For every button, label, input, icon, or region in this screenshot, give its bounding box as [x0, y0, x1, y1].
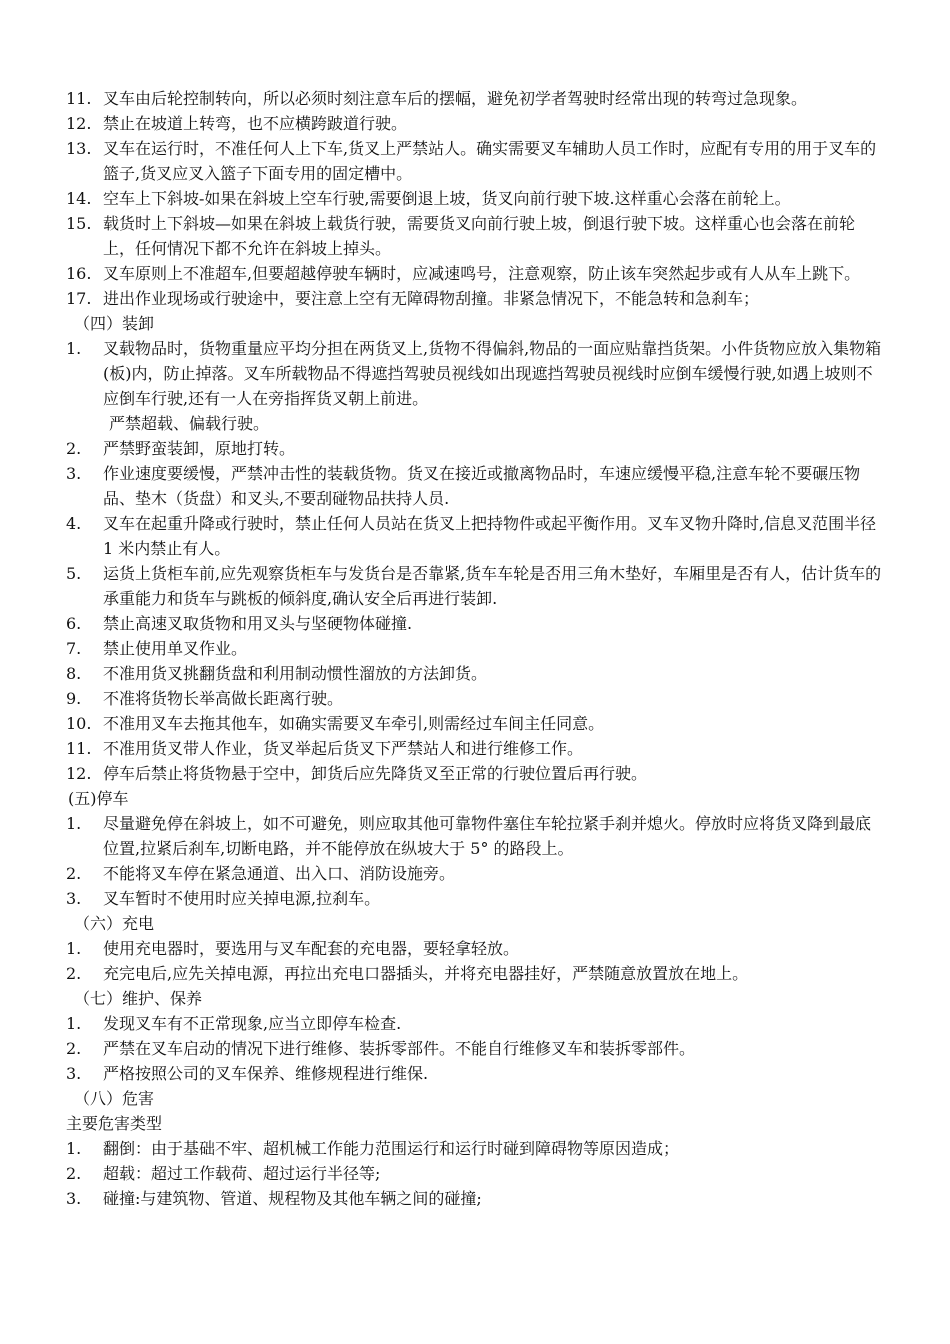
list-item — [66, 686, 884, 711]
list-item — [66, 861, 884, 886]
list-item — [66, 511, 884, 561]
list-text: 碰撞:与建筑物、管道、规程物及其他车辆之间的碰撞; — [103, 1189, 482, 1208]
list-text: 不能将叉车停在紧急通道、出入口、消防设施旁。 — [103, 864, 456, 883]
list-text: 严禁野蛮装卸，原地打转。 — [103, 439, 296, 458]
list-number: 1. — [66, 939, 82, 958]
list-item — [66, 736, 884, 761]
list-item — [66, 636, 884, 661]
list-number: 2. — [66, 964, 82, 983]
list-item — [66, 461, 884, 511]
list-text: 叉车暂时不使用时应关掉电源,拉刹车。 — [103, 889, 381, 908]
list-text: 停车后禁止将货物悬于空中，卸货后应先降货叉至正常的行驶位置后再行驶。 — [103, 764, 648, 783]
list-item — [66, 1186, 884, 1211]
list-item — [66, 1161, 884, 1186]
section-heading-parking: (五)停车 — [68, 789, 129, 808]
list-text: 作业速度要缓慢，严禁冲击性的装载货物。货叉在接近或撤离物品时，车速应缓慢平稳,注意车轮不要碾压物品、垫木（货盘）和叉头,不要刮碰物品扶持人员. — [103, 464, 861, 508]
list-text: 发现叉车有不正常现象,应当立即停车检查. — [103, 1014, 402, 1033]
list-number: 4. — [66, 514, 82, 533]
list-text: 叉车在运行时，不准任何人上下车,货叉上严禁站人。确实需要叉车辅助人员工作时，应配有专用的用于叉车的篮子,货叉应叉入篮子下面专用的固定槽中。 — [103, 139, 877, 183]
list-number: 16. — [66, 264, 92, 283]
list-item — [66, 961, 884, 986]
list-number: 10. — [66, 714, 92, 733]
list-item — [66, 336, 884, 411]
list-number: 1. — [66, 339, 82, 358]
section-heading-maintenance: （七）维护、保养 — [74, 989, 203, 1008]
list-number: 15. — [66, 214, 92, 233]
hazard-types-heading: 主要危害类型 — [66, 1114, 163, 1133]
list-number: 2. — [66, 1164, 82, 1183]
list-number: 1. — [66, 1014, 82, 1033]
list-item — [66, 286, 884, 311]
section-heading-hazards: （八）危害 — [74, 1089, 155, 1108]
list-item — [66, 561, 884, 611]
list-text: 禁止高速叉取货物和用叉头与坚硬物体碰撞. — [103, 614, 413, 633]
list-text: 运货上货柜车前,应先观察货柜车与发货台是否靠紧,货车车轮是否用三角木垫好，车厢里是否有人，估计货车的承重能力和货车与跳板的倾斜度,确认安全后再进行装卸. — [103, 564, 882, 608]
list-text: 尽量避免停在斜坡上，如不可避免，则应取其他可靠物件塞住车轮拉紧手刹并熄火。停放时应将货叉降到最底位置,拉紧后刹车,切断电路，并不能停放在纵坡大于 5° 的路段上。 — [103, 814, 872, 858]
list-item — [66, 761, 884, 786]
list-number: 8. — [66, 664, 82, 683]
list-text: 超载：超过工作载荷、超过运行半径等; — [103, 1164, 381, 1183]
list-item — [66, 1036, 884, 1061]
list-text: 严禁在叉车启动的情况下进行维修、装拆零部件。不能自行维修叉车和装拆零部件。 — [103, 1039, 696, 1058]
list-text: 不准将货物长举高做长距离行驶。 — [103, 689, 344, 708]
list-number: 3. — [66, 889, 82, 908]
list-number: 1. — [66, 1139, 82, 1158]
section-heading-loading: （四）装卸 — [74, 314, 155, 333]
list-item — [66, 186, 884, 211]
list-item — [66, 436, 884, 461]
list-number: 5. — [66, 564, 82, 583]
list-item — [66, 136, 884, 186]
section-heading-charging: （六）充电 — [74, 914, 155, 933]
list-item — [66, 811, 884, 861]
list-number: 14. — [66, 189, 92, 208]
list-item — [66, 1061, 884, 1086]
list-text: 进出作业现场或行驶途中，要注意上空有无障碍物刮撞。非紧急情况下，不能急转和急刹车； — [103, 289, 760, 308]
list-text: 叉车原则上不准超车,但要超越停驶车辆时，应减速鸣号，注意观察，防止该车突然起步或有人从车上跳下。 — [103, 264, 861, 283]
list-number: 3. — [66, 464, 82, 483]
list-item — [66, 886, 884, 911]
list-text: 叉车由后轮控制转向，所以必须时刻注意车后的摆幅，避免初学者驾驶时经常出现的转弯过急现象。 — [103, 89, 808, 108]
list-item — [66, 611, 884, 636]
list-number: 9. — [66, 689, 82, 708]
list-item — [66, 261, 884, 286]
list-number: 12. — [66, 114, 92, 133]
list-number: 7. — [66, 639, 82, 658]
list-text: 禁止使用单叉作业。 — [103, 639, 248, 658]
list-item — [66, 1011, 884, 1036]
list-item — [66, 86, 884, 111]
list-text: 翻倒：由于基础不牢、超机械工作能力范围运行和运行时碰到障碍物等原因造成； — [103, 1139, 680, 1158]
list-number: 2. — [66, 1039, 82, 1058]
list-text: 空车上下斜坡-如果在斜坡上空车行驶,需要倒退上坡，货叉向前行驶下坡.这样重心会落在前轮上。 — [103, 189, 791, 208]
list-text: 使用充电器时，要选用与叉车配套的充电器，要轻拿轻放。 — [103, 939, 520, 958]
list-text: 不准用叉车去拖其他车，如确实需要叉车牵引,则需经过车间主任同意。 — [103, 714, 605, 733]
list-number: 3. — [66, 1064, 82, 1083]
list-text: 不准用货叉带人作业，货叉举起后货叉下严禁站人和进行维修工作。 — [103, 739, 584, 758]
list-text: 禁止在坡道上转弯，也不应横跨跛道行驶。 — [103, 114, 408, 133]
list-item — [66, 936, 884, 961]
list-number: 6. — [66, 614, 82, 633]
list-text: 叉车在起重升降或行驶时，禁止任何人员站在货叉上把持物件或起平衡作用。叉车叉物升降时,信息叉范围半径 1 米内禁止有人。 — [103, 514, 877, 558]
list-text: 严格按照公司的叉车保养、维修规程进行维保. — [103, 1064, 429, 1083]
list-text: 充完电后,应先关掉电源，再拉出充电口器插头，并将充电器挂好，严禁随意放置放在地上。 — [103, 964, 749, 983]
list-number: 12. — [66, 764, 92, 783]
list-continuation: 严禁超载、偏载行驶。 — [109, 414, 270, 433]
list-item — [66, 1136, 884, 1161]
list-number: 11. — [66, 739, 92, 758]
list-text: 不准用货叉挑翻货盘和利用制动惯性溜放的方法卸货。 — [103, 664, 488, 683]
list-item — [66, 711, 884, 736]
list-item — [66, 211, 884, 261]
list-number: 13. — [66, 139, 92, 158]
list-number: 1. — [66, 814, 82, 833]
list-number: 2. — [66, 439, 82, 458]
list-number: 2. — [66, 864, 82, 883]
list-item — [66, 111, 884, 136]
list-item — [66, 661, 884, 686]
list-number: 11. — [66, 89, 92, 108]
list-text: 叉载物品时，货物重量应平均分担在两货叉上,货物不得偏斜,物品的一面应贴靠挡货架。小件货物应放入集物箱(板)内，防止掉落。叉车所载物品不得遮挡驾驶员视线如出现遮挡驾驶员视线时应倒车缓慢行驶,如遇上坡则不应倒车行驶,还有一人在旁指挥货叉朝上前进。 — [103, 339, 882, 408]
list-number: 17. — [66, 289, 92, 308]
list-number: 3. — [66, 1189, 82, 1208]
list-text: 载货时上下斜坡—如果在斜坡上载货行驶，需要货叉向前行驶上坡，倒退行驶下坡。这样重心也会落在前轮上，任何情况下都不允许在斜坡上掉头。 — [103, 214, 856, 258]
